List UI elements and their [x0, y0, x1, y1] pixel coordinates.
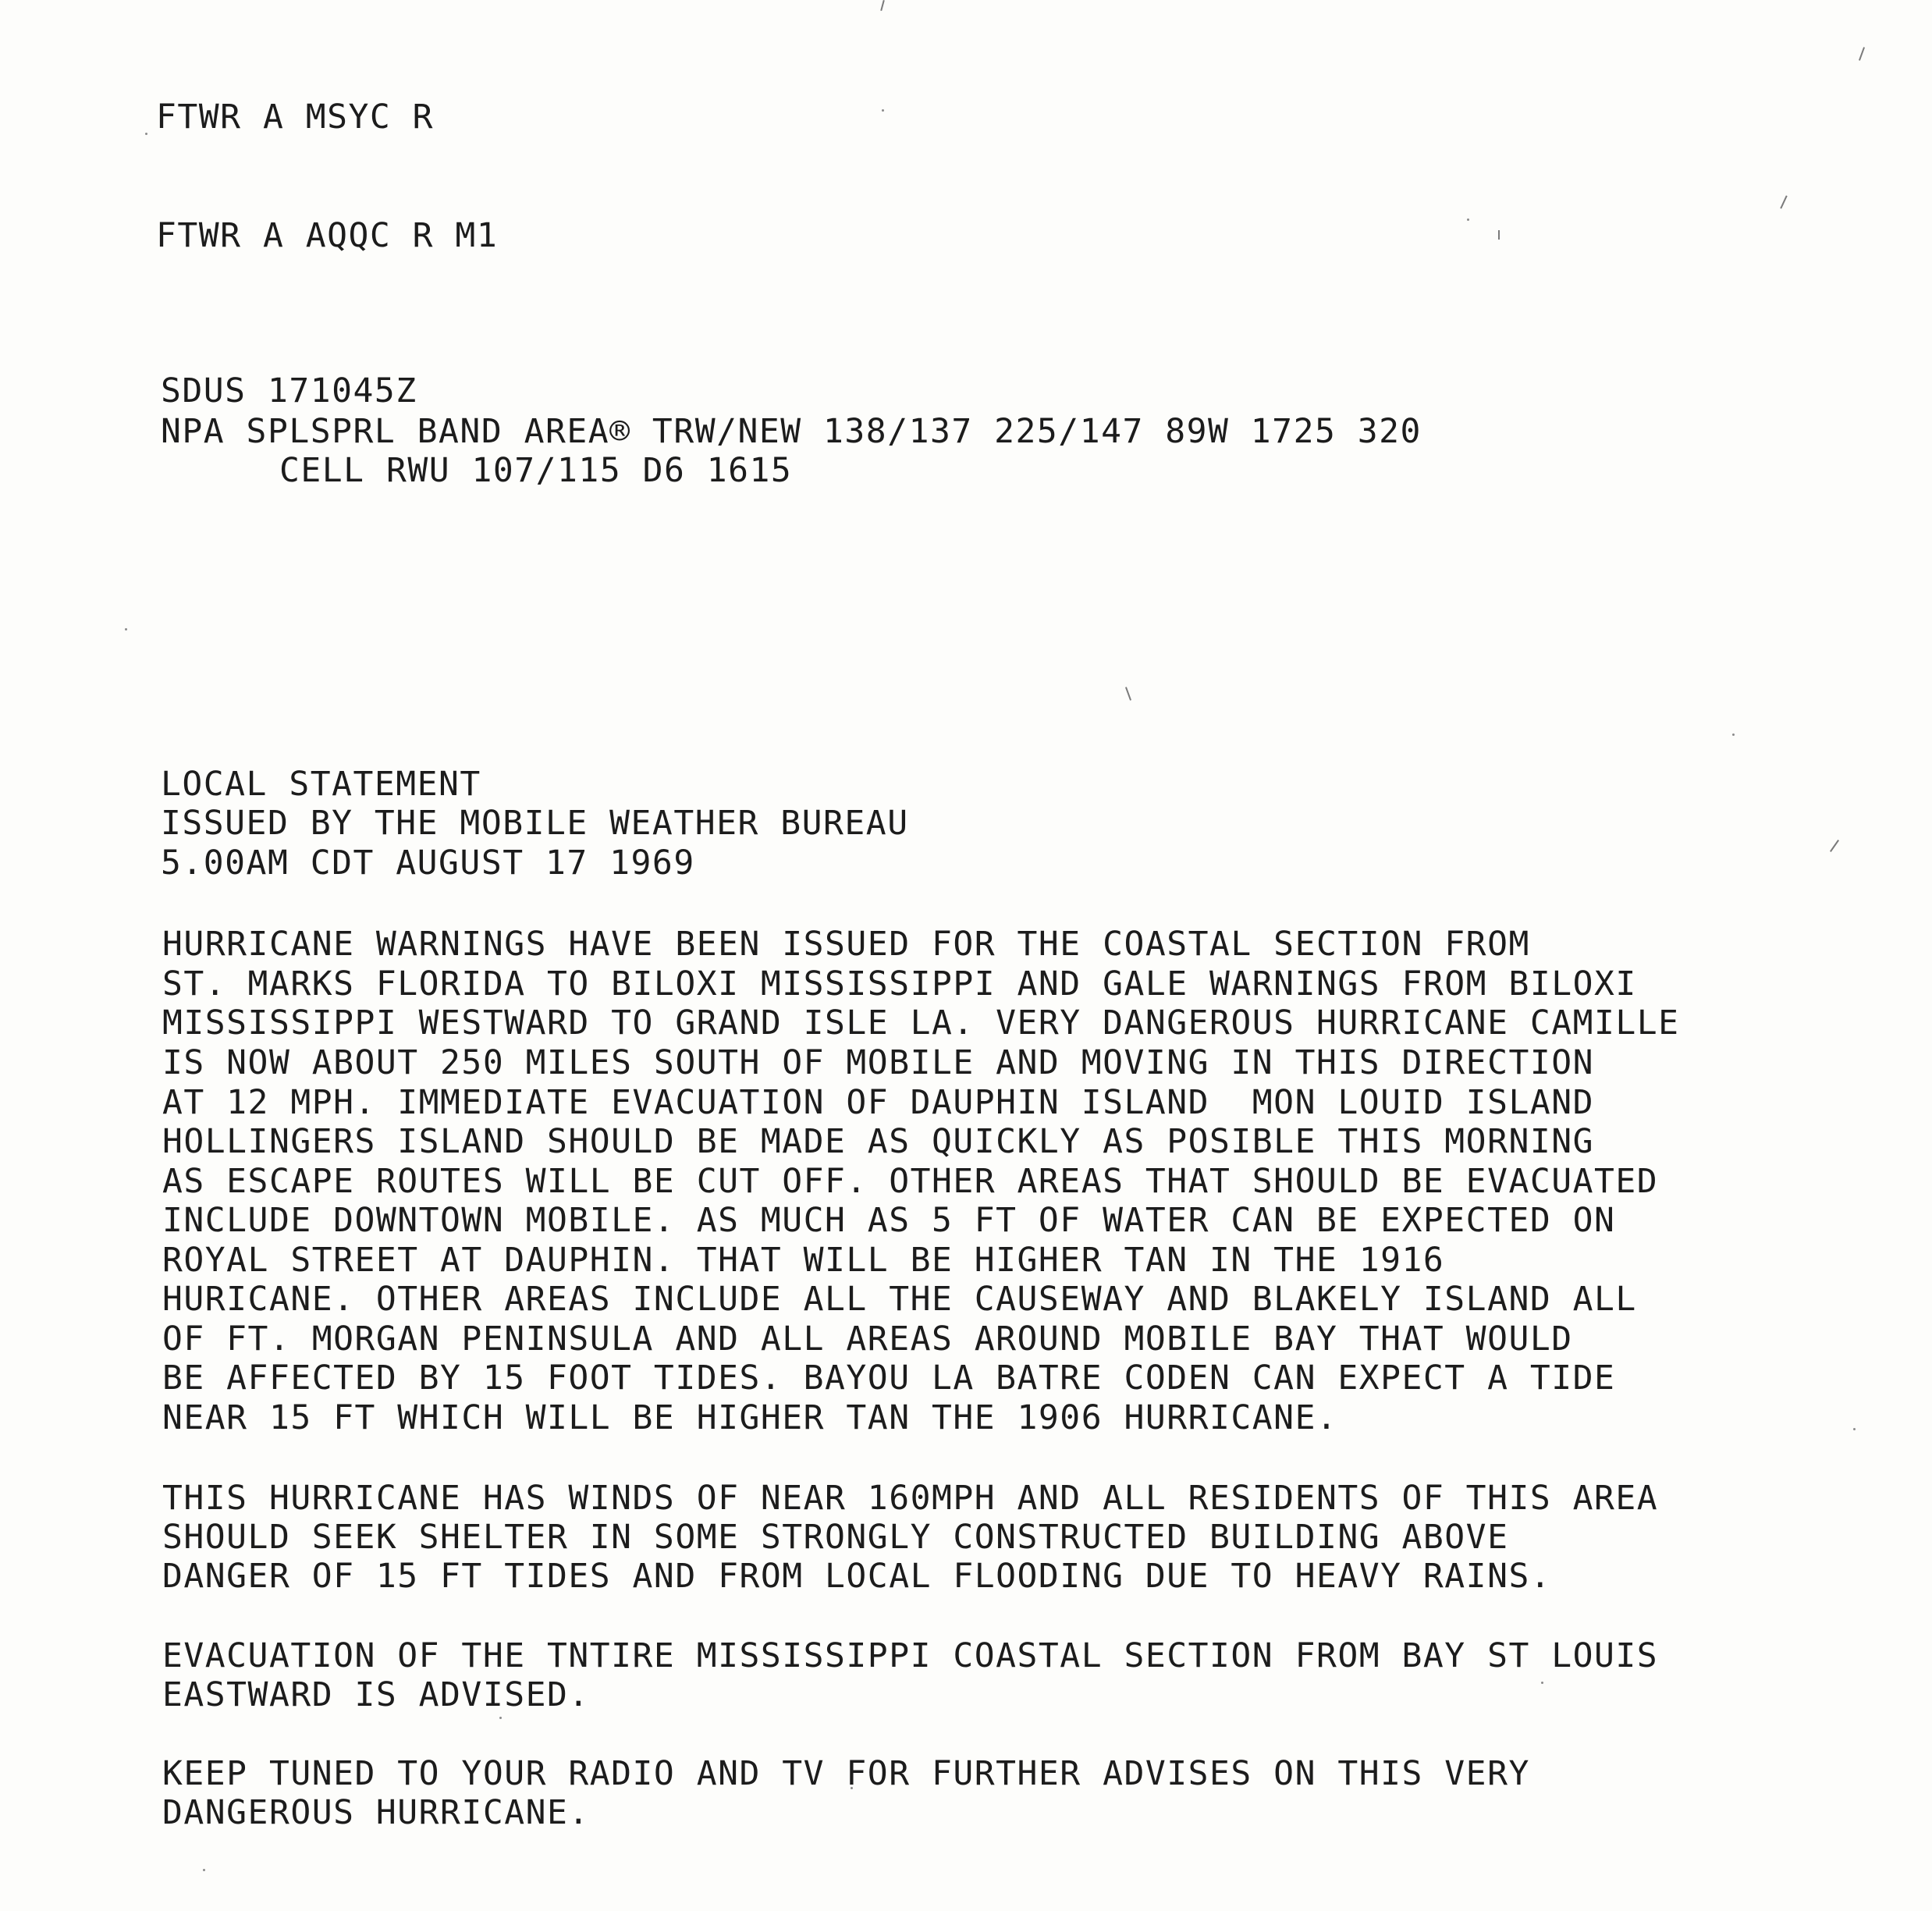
scan-mark [1859, 47, 1865, 61]
paragraph-line: HOLLINGERS ISLAND SHOULD BE MADE AS QUICKLY AS POSIBLE THIS MORNING [162, 1122, 1595, 1161]
scan-speck [125, 628, 127, 630]
paragraph-line: AS ESCAPE ROUTES WILL BE CUT OFF. OTHER AREAS THAT SHOULD BE EVACUATED [162, 1162, 1659, 1201]
paragraph-line: MISSISSIPPI WESTWARD TO GRAND ISLE LA. VERY DANGEROUS HURRICANE CAMILLE [162, 1003, 1680, 1043]
statement-issuer: ISSUED BY THE MOBILE WEATHER BUREAU [161, 804, 909, 843]
radar-report-header: SDUS 171045Z [161, 371, 417, 410]
paragraph-line: HURRICANE WARNINGS HAVE BEEN ISSUED FOR THE COASTAL SECTION FROM [162, 925, 1530, 964]
paragraph-line: SHOULD SEEK SHELTER IN SOME STRONGLY CONSTRUCTED BUILDING ABOVE [162, 1518, 1509, 1557]
paragraph-line: EVACUATION OF THE TNTIRE MISSISSIPPI COASTAL SECTION FROM BAY ST LOUIS [162, 1636, 1659, 1675]
paragraph-line: BE AFFECTED BY 15 FOOT TIDES. BAYOU LA BATRE CODEN CAN EXPECT A TIDE [162, 1359, 1616, 1398]
statement-title: LOCAL STATEMENT [161, 765, 481, 804]
paragraph-line: OF FT. MORGAN PENINSULA AND ALL AREAS AROUND MOBILE BAY THAT WOULD [162, 1320, 1573, 1359]
scan-speck [1853, 1428, 1856, 1430]
scan-speck [882, 109, 884, 112]
paragraph-line: KEEP TUNED TO YOUR RADIO AND TV FOR FURTHER ADVISES ON THIS VERY [162, 1754, 1530, 1793]
scan-speck [145, 133, 147, 135]
paragraph-line: DANGEROUS HURRICANE. [162, 1793, 590, 1832]
scan-speck [1467, 218, 1469, 221]
paragraph-line: EASTWARD IS ADVISED. [162, 1675, 590, 1714]
paragraph-line: IS NOW ABOUT 250 MILES SOUTH OF MOBILE AND MOVING IN THIS DIRECTION [162, 1043, 1595, 1082]
scan-speck [1541, 1682, 1543, 1684]
scan-mark [1780, 195, 1787, 208]
paragraph-line: INCLUDE DOWNTOWN MOBILE. AS MUCH AS 5 FT OF WATER CAN BE EXPECTED ON [162, 1201, 1616, 1240]
paragraph-line: ST. MARKS FLORIDA TO BILOXI MISSISSIPPI AND GALE WARNINGS FROM BILOXI [162, 964, 1637, 1003]
routing-line-2: FTWR A AQQC R M1 [156, 216, 499, 255]
scan-mark [880, 0, 885, 11]
radar-report-line: CELL RWU 107/115 D6 1615 [279, 451, 793, 490]
scan-mark [1498, 230, 1500, 240]
scan-speck [499, 1717, 502, 1719]
scan-speck [1732, 733, 1735, 736]
paragraph-line: AT 12 MPH. IMMEDIATE EVACUATION OF DAUPHIN ISLAND MON LOUID ISLAND [162, 1083, 1595, 1122]
scan-mark [1830, 840, 1839, 852]
paragraph-line: HURICANE. OTHER AREAS INCLUDE ALL THE CAUSEWAY AND BLAKELY ISLAND ALL [162, 1280, 1637, 1319]
statement-datetime: 5.00AM CDT AUGUST 17 1969 [161, 844, 695, 883]
scan-speck [203, 1869, 205, 1871]
paragraph-line: ROYAL STREET AT DAUPHIN. THAT WILL BE HIGHER TAN IN THE 1916 [162, 1241, 1445, 1280]
paragraph-line: DANGER OF 15 FT TIDES AND FROM LOCAL FLOODING DUE TO HEAVY RAINS. [162, 1557, 1552, 1596]
scan-mark [1125, 687, 1131, 701]
routing-line-1: FTWR A MSYC R [156, 98, 435, 137]
paragraph-line: NEAR 15 FT WHICH WILL BE HIGHER TAN THE 1906 HURRICANE. [162, 1398, 1338, 1437]
radar-report-line: NPA SPLSPRL BAND AREA® TRW/NEW 138/137 225/147 89W 1725 320 [161, 412, 1422, 451]
paragraph-line: THIS HURRICANE HAS WINDS OF NEAR 160MPH AND ALL RESIDENTS OF THIS AREA [162, 1479, 1659, 1518]
